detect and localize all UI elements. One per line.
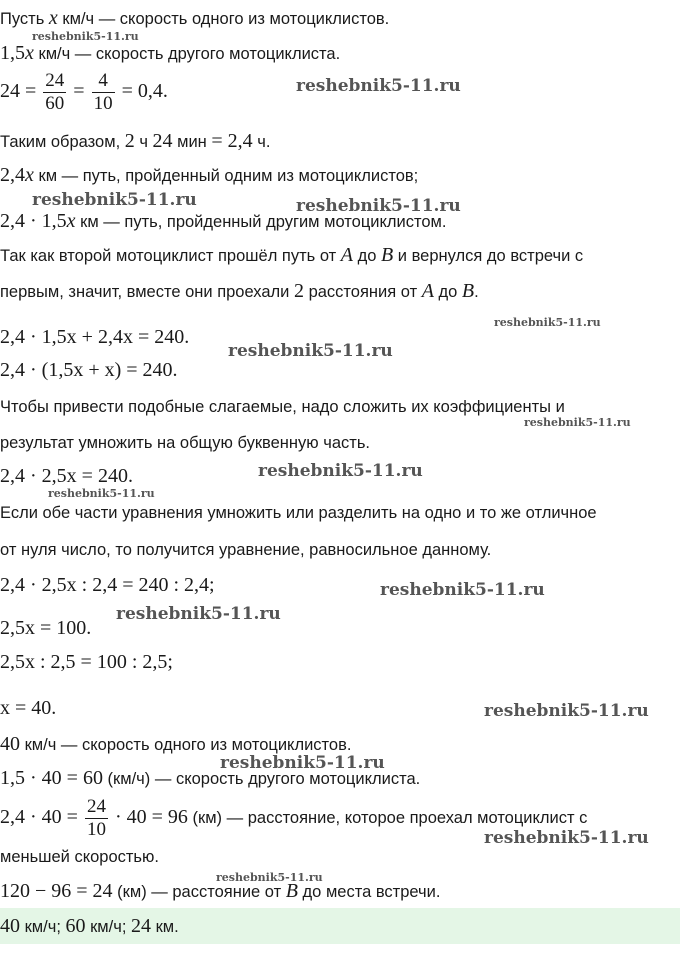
math: = 2,4: [211, 130, 253, 152]
fraction: [85, 796, 108, 841]
math: 2,4 · 1,5: [0, 210, 67, 232]
text-line: [0, 7, 389, 30]
math: · 40 = 96: [109, 806, 188, 828]
text-line: Если обе части уравнения умножить или разделить на одно и то же отличное: [0, 504, 597, 522]
text: (км) — расстояние от: [112, 883, 286, 901]
text-line: [0, 244, 583, 267]
math: 120 − 96 = 24: [0, 880, 113, 902]
math-var: x: [48, 7, 58, 29]
text: первым, значит, вместе они проехали: [0, 283, 294, 301]
text: км — путь, пройденный одним из мотоциклистов;: [33, 167, 419, 185]
numerator: 24: [45, 70, 65, 92]
text-line: [0, 42, 340, 65]
math-var: x: [25, 164, 34, 186]
text: км/ч — скорость другого мотоциклиста.: [33, 45, 341, 63]
watermark: reshebnik5-11.ru: [484, 828, 649, 848]
math: 2,4: [0, 164, 25, 186]
math: 2: [293, 280, 304, 302]
text: км — путь, пройденный другим мотоциклистом.: [75, 213, 447, 231]
fraction: [43, 70, 66, 115]
text: Так как второй мотоциклист прошёл путь от: [0, 247, 341, 265]
equation-line: 2,4 · 1,5x + 2,4x = 240.: [0, 326, 190, 348]
text: км/ч — скорость одного из мотоциклистов.: [20, 736, 352, 754]
math: 40: [0, 915, 20, 937]
equation-line: 2,4 · 2,5x : 2,4 = 240 : 2,4;: [0, 574, 215, 596]
watermark: reshebnik5-11.ru: [220, 753, 385, 773]
text: до места встречи.: [297, 883, 441, 901]
text: км/ч;: [85, 918, 131, 936]
math: 2: [124, 130, 135, 152]
math: = 0,4.: [116, 80, 168, 102]
watermark: reshebnik5-11.ru: [524, 416, 631, 429]
math-var: B: [381, 244, 394, 266]
math: =: [68, 80, 90, 102]
text: расстояния от: [303, 283, 422, 301]
text: Таким образом,: [0, 133, 125, 151]
watermark: reshebnik5-11.ru: [296, 76, 461, 96]
text-line: результат умножить на общую буквенную часть.: [0, 434, 371, 452]
text-line: [0, 280, 479, 303]
watermark: reshebnik5-11.ru: [48, 487, 155, 500]
text: км/ч — скорость одного из мотоциклистов.: [57, 10, 390, 28]
fraction: [92, 70, 115, 115]
equation-line: 2,5x : 2,5 = 100 : 2,5;: [0, 651, 173, 673]
numerator: 24: [86, 796, 106, 818]
math: 24: [131, 915, 151, 937]
math: 1,5: [0, 42, 25, 64]
watermark: reshebnik5-11.ru: [32, 30, 139, 43]
text: до: [433, 283, 462, 301]
text-line: [0, 130, 270, 153]
text: км.: [151, 918, 179, 936]
math-var: A: [421, 280, 434, 302]
text: Пусть: [0, 10, 49, 28]
watermark: reshebnik5-11.ru: [484, 701, 649, 721]
text-line: [0, 164, 418, 187]
numerator: 4: [92, 70, 115, 93]
math-var: A: [340, 244, 354, 266]
watermark: reshebnik5-11.ru: [494, 316, 601, 329]
text: мин: [172, 133, 212, 151]
answer-line: [0, 915, 179, 938]
equation-line: 2,4 · 2,5x = 240.: [0, 465, 133, 487]
math: 40: [0, 733, 20, 755]
text-line: меньшей скоростью.: [0, 848, 159, 866]
math: 60: [65, 915, 86, 937]
text: (км) — расстояние, которое проехал мотоциклист с: [187, 809, 588, 827]
math-var: B: [461, 280, 475, 302]
equation-line: x = 40.: [0, 697, 57, 719]
denominator: 10: [86, 819, 106, 841]
math: 24: [152, 130, 173, 152]
equation-line: 2,4 · (1,5x + x) = 240.: [0, 359, 178, 381]
watermark: reshebnik5-11.ru: [380, 580, 545, 600]
math: 2,4 · 40 =: [0, 806, 83, 828]
math: 1,5 · 40 = 60: [0, 767, 103, 789]
math-var: x: [25, 42, 34, 64]
denominator: 60: [45, 93, 65, 115]
text: ч.: [252, 133, 271, 151]
watermark: reshebnik5-11.ru: [228, 341, 393, 361]
text-line: Чтобы привести подобные слагаемые, надо сложить их коэффициенты и: [0, 398, 565, 416]
denominator: 10: [93, 93, 113, 115]
math: 24 =: [0, 80, 42, 102]
text: км/ч;: [20, 918, 66, 936]
watermark: reshebnik5-11.ru: [32, 190, 197, 210]
watermark: reshebnik5-11.ru: [116, 604, 281, 624]
text: .: [474, 283, 479, 301]
math-var: B: [285, 880, 298, 902]
watermark: reshebnik5-11.ru: [216, 871, 323, 884]
math-var: x: [66, 210, 76, 232]
text-line: от нуля число, то получится уравнение, равносильное данному.: [0, 541, 492, 559]
watermark: reshebnik5-11.ru: [296, 196, 461, 216]
equation-line: 2,5x = 100.: [0, 617, 92, 639]
equation-fraction: [0, 68, 168, 115]
watermark: reshebnik5-11.ru: [258, 461, 423, 481]
text: ч: [134, 133, 153, 151]
text: (км/ч) — скорость другого мотоциклиста.: [102, 770, 421, 788]
text: и вернулся до встречи с: [393, 247, 584, 265]
answer-box: [0, 908, 680, 944]
text: до: [353, 247, 381, 265]
